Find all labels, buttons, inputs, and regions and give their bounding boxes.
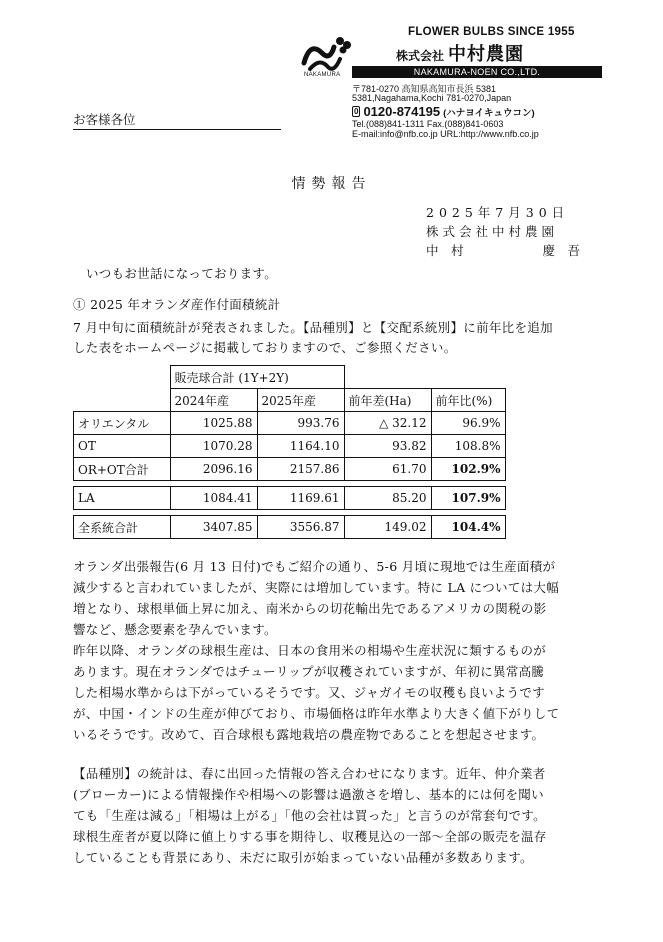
column-header: 2024年産 [170, 389, 257, 412]
paragraph-line: オランダ出張報告(6 月 13 日付)でもご紹介の通り、5-6 月頃に現地では生産面積が [73, 559, 556, 574]
cell-2024: 1070.28 [170, 435, 257, 458]
freedial-icon: 0 [354, 107, 359, 116]
paragraph-line: ても「生産は減る」「相場は上がる」「他の会社は買った」と言うのが常套句です。 [73, 808, 546, 823]
logo-caption: NAKAMURA [304, 72, 341, 78]
cell-ratio: 107.9% [431, 487, 505, 510]
cell-diff: 93.82 [344, 435, 431, 458]
paragraph-line: していることも背景にあり、未だに取引が始まっていない品種が多数あります。 [73, 850, 533, 865]
cell-2024: 2096.16 [170, 458, 257, 481]
group-header: 販売球合計 (1Y+2Y) [170, 366, 344, 389]
company-name-en: NAKAMURA-NOEN CO.,LTD. [352, 66, 602, 78]
row-label: 全系統合計 [74, 516, 171, 539]
brand-tagline: FLOWER BULBS SINCE 1955 [408, 26, 575, 38]
paragraph-line: した相場水準からは下がっているそうです。又、ジャガイモの収穫も良いようです [73, 685, 545, 700]
document-date: 2025年7月30日 [426, 205, 570, 220]
paragraph-line: 昨年以降、オランダの球根生産は、日本の食用米の相場や生産状況に類するものが [73, 643, 547, 658]
recipient: お客様各位 [73, 112, 136, 127]
recipient-underline [73, 129, 281, 130]
column-header: 前年比(%) [431, 389, 505, 412]
page-title: 情勢報告 [291, 176, 372, 192]
table-row [74, 516, 506, 539]
paragraph-line: が、中国・インドの生産が伸びており、市場価格は昨年水準より大きく値下がりして [73, 706, 560, 721]
row-label: LA [74, 487, 171, 510]
company-name-jp [396, 40, 524, 66]
paragraph-line: 響など、懸念要素を孕んでいます。 [73, 622, 277, 637]
section1-line: 7 月中旬に面積統計が発表されました。【品種別】と【交配系統別】に前年比を追加 [73, 320, 553, 335]
sender-company: 株式会社中村農園 [426, 224, 559, 239]
sender-name [426, 241, 580, 259]
table-row [74, 487, 506, 510]
sender-surname: 中 村 [426, 243, 464, 258]
paragraph-line: (ブローカー)による情報操作や相場への影響は過激さを増し、基本的には何を聞い [73, 787, 544, 802]
cell-diff: 61.70 [344, 458, 431, 481]
row-label: OT [74, 435, 171, 458]
address-en: 5381,Nagahama,Kochi 781-0270,Japan [352, 93, 512, 103]
paragraph-line: 球根生産者が夏以降に値上りする事を期待し、収穫見込の一部～全部の販売を温存 [73, 829, 547, 844]
cell-diff: 149.02 [344, 516, 431, 539]
tel-fax: Tel.(088)841-1311 Fax.(088)841-0603 [352, 119, 504, 129]
table-row [74, 458, 506, 481]
cell-diff: △ 32.12 [344, 412, 431, 435]
table-group-header-row [74, 366, 506, 389]
paragraph-line: あります。現在オランダではチューリップが収穫されていますが、年初に異常高騰 [73, 664, 545, 679]
freedial-kana: (ハナヨイキュウコン) [443, 108, 535, 119]
paragraph-line: 増となり、球根単価上昇に加え、南米からの切花輸出先であるアメリカの関税の影 [73, 601, 547, 616]
table-row [74, 435, 506, 458]
paragraph-line: 減少すると言われていましたが、実際には増加しています。特に LA については大幅 [73, 580, 560, 595]
cell-2025: 993.76 [257, 412, 344, 435]
row-label: OR+OT合計 [74, 458, 171, 481]
row-label: オリエンタル [74, 412, 171, 435]
cell-2025: 1164.10 [257, 435, 344, 458]
paragraph-line: いるそうです。改めて、百合球根も露地栽培の農産物であることを想起させます。 [73, 727, 545, 742]
cell-2024: 1084.41 [170, 487, 257, 510]
company-name: 中村農園 [448, 44, 525, 65]
section1-heading: ① 2025 年オランダ産作付面積統計 [73, 297, 281, 312]
freedial-number: 0120-874195 [363, 104, 441, 119]
cell-2025: 3556.87 [257, 516, 344, 539]
address-jp: 〒781-0270 高知県高知市長浜 5381 [352, 84, 497, 94]
cell-ratio: 104.4% [431, 516, 505, 539]
freedial [352, 104, 535, 119]
table-row [74, 412, 506, 435]
cell-2025: 2157.86 [257, 458, 344, 481]
cell-ratio: 96.9% [431, 412, 505, 435]
cell-ratio: 102.9% [431, 458, 505, 481]
email-url[interactable]: E-mail:info@nfb.co.jp URL:http://www.nfb.co.jp [352, 129, 539, 139]
cell-2025: 1169.61 [257, 487, 344, 510]
cell-diff: 85.20 [344, 487, 431, 510]
table-header-row [74, 389, 506, 412]
column-header: 2025年産 [257, 389, 344, 412]
column-header: 前年差(Ha) [344, 389, 431, 412]
cell-2024: 1025.88 [170, 412, 257, 435]
cell-ratio: 108.8% [431, 435, 505, 458]
company-prefix: 株式会社 [396, 49, 445, 63]
paragraph-line: 【品種別】の統計は、春に出回った情報の答え合わせになります。近年、仲介業者 [73, 766, 546, 781]
section1-line: した表をホームページに掲載しておりますので、ご参照ください。 [73, 340, 457, 355]
greeting: いつもお世話になっております。 [86, 266, 278, 281]
cell-2024: 3407.85 [170, 516, 257, 539]
sender-given-name: 慶 吾 [542, 243, 580, 258]
area-statistics-table [73, 365, 506, 539]
